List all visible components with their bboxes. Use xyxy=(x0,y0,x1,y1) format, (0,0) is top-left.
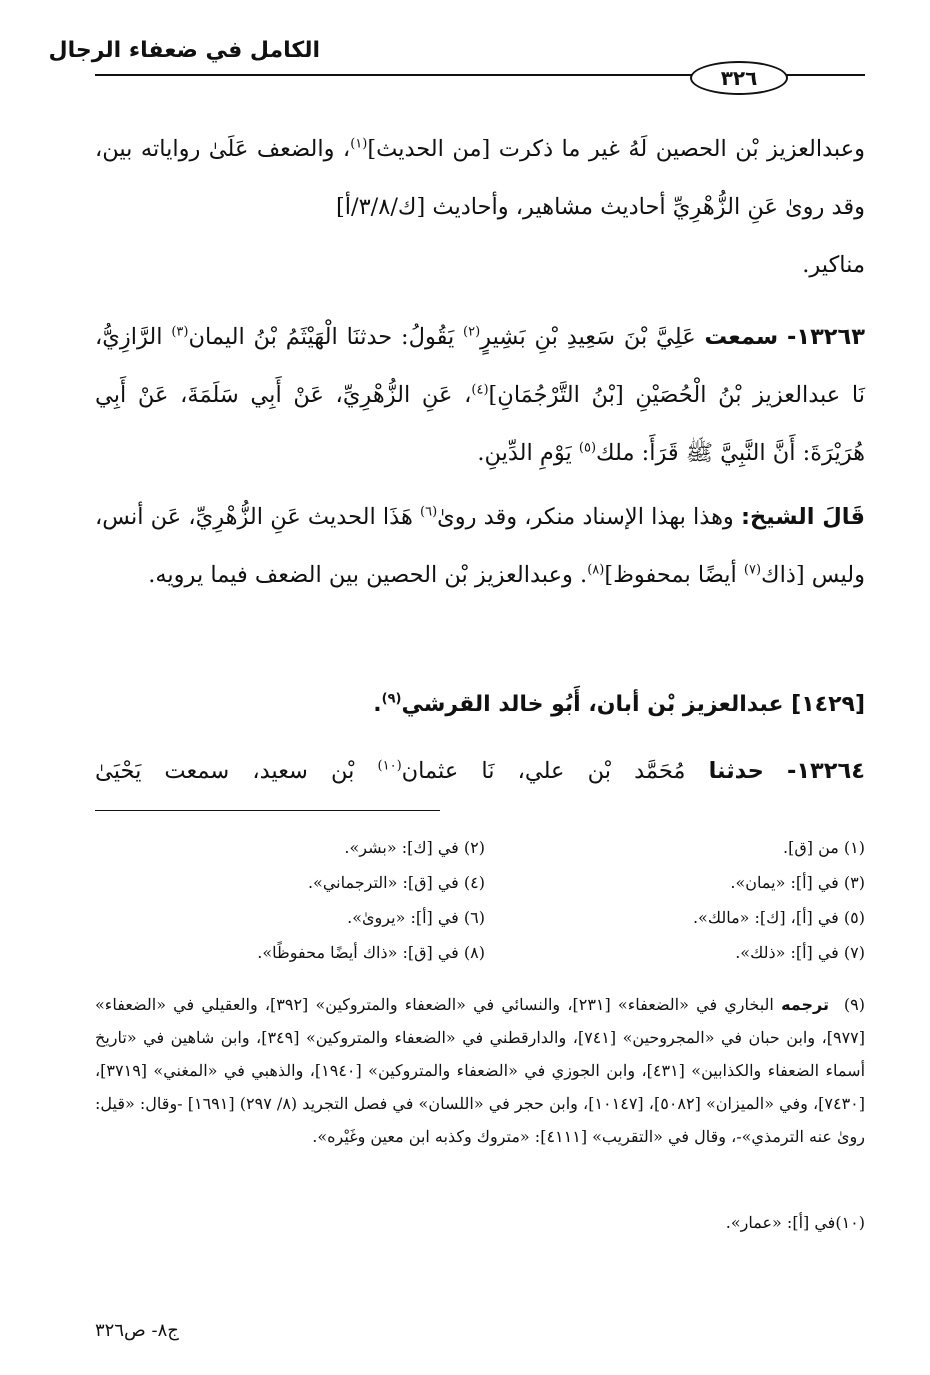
entry-heading-end: . xyxy=(373,692,382,717)
paragraph-4-text-a: مُحَمَّد بْن علي، نَا عثمان xyxy=(401,758,686,784)
footnote-3: (٣) في [أ]: «يمان». xyxy=(730,873,865,892)
paragraph-2-text-e: يَوْمِ الدِّينِ. xyxy=(477,440,572,466)
footnote-row xyxy=(180,900,865,935)
paragraph-4-text-b: بْن سعيد، سمعت يَحْيَىٰ xyxy=(95,758,355,784)
footnote-1: (١) من [ق]. xyxy=(783,838,865,857)
footnote-9 xyxy=(95,988,865,1153)
footnote-ref-4[interactable]: (٤) xyxy=(471,382,489,398)
footnote-9-lead: ترجمه xyxy=(781,995,829,1014)
footnote-6: (٦) في [أ]: «يروىٰ». xyxy=(347,908,485,927)
paragraph-3-lead: قَالَ الشيخ: xyxy=(740,504,865,530)
footnote-ref-5[interactable]: (٥) xyxy=(578,440,597,456)
footnote-row xyxy=(180,935,865,970)
footnote-8: (٨) في [ق]: «ذاك أيضًا محفوظًا». xyxy=(257,943,485,962)
paragraph-3-text-c: أيضًا بمحفوظ] xyxy=(604,562,737,588)
paragraph-2 xyxy=(95,308,865,482)
paragraph-1-text-c: مناكير. xyxy=(802,252,865,278)
hadith-number-13263: ١٣٢٦٣- xyxy=(787,324,866,350)
footnote-2: (٢) في [ك]: «بشر». xyxy=(344,838,485,857)
footnote-ref-9[interactable]: (٩) xyxy=(381,691,402,707)
footnote-row xyxy=(180,830,865,865)
footnote-5: (٥) في [أ]، [ك]: «مالك». xyxy=(692,908,865,927)
footnote-4: (٤) في [ق]: «الترجماني». xyxy=(307,873,485,892)
paragraph-1-text-a: وعبدالعزيز بْن الحصين لَهُ غير ما ذكرت [من الحديث] xyxy=(367,136,866,162)
paragraph-3 xyxy=(95,488,865,604)
paragraph-2-text-d: ، عَنِ الزُّهْرِيِّ، عَنْ أَبِي سَلَمَةَ، عَنْ أَبِي هُرَيْرَةَ: أَنَّ النَّبِيَّ ﷺ قَرَأَ: ملك xyxy=(95,382,865,466)
entry-heading-1429 xyxy=(95,692,865,717)
footnote-ref-6[interactable]: (٦) xyxy=(420,504,438,520)
paragraph-1 xyxy=(95,120,865,294)
footnote-ref-8[interactable]: (٨) xyxy=(587,562,605,578)
paragraph-1-text-b: ، والضعف عَلَىٰ رواياته بين، وقد روىٰ عَنِ الزُّهْرِيِّ أحاديث مشاهير، وأحاديث [ك/٣/٨/أ] xyxy=(95,136,865,220)
paragraph-3-text-b: هَذَا الحديث عَنِ الزُّهْرِيِّ، عَن أنس، وليس [ذاك xyxy=(95,504,865,588)
footnote-ref-2[interactable]: (٢) xyxy=(463,324,481,340)
footnote-ref-1[interactable]: (١) xyxy=(350,136,368,152)
paragraph-3-text-a: وهذا بهذا الإسناد منكر، وقد روىٰ xyxy=(437,504,734,530)
running-header-title: الكامل في ضعفاء الرجال xyxy=(48,38,320,63)
paragraph-2-lead: سمعت xyxy=(704,324,779,350)
footnote-9-number: (٩) xyxy=(843,995,865,1014)
paragraph-4 xyxy=(95,742,865,800)
footnote-row xyxy=(180,865,865,900)
paragraph-2-text-a: عَلِيَّ بْنَ سَعِيدِ بْنِ بَشِيرٍ xyxy=(480,324,696,350)
footnote-ref-7[interactable]: (٧) xyxy=(743,562,762,578)
page-number-badge: ٣٢٦ xyxy=(690,61,788,95)
volume-page-mark: ج٨- ص٣٢٦ xyxy=(95,1320,179,1341)
footnote-ref-3[interactable]: (٣) xyxy=(171,324,189,340)
paragraph-2-text-b: يَقُولُ: حدثنَا الْهَيْثَمُ بْنُ اليمان xyxy=(188,324,455,350)
footnote-9-text: البخاري في «الضعفاء» [٢٣١]، والنسائي في «الضعفاء والمتروكين» [٣٩٢]، والعقيلي في «الضعفاء» [٩٧٧]، وابن حبان في «المجروحين» [٧٤١]، والدارقطني في «الضعفاء والمتروكين» [٣٤٩]، وابن شاهين في «تاريخ أسماء الضعفاء والكذابين» [٤٣١]، وابن الجوزي في «الضعفاء والمتروكين» [١٩٤٠]، والذهبي في «المغني» [٣٧١٩]، [٧٤٣٠]، وفي «الميزان» [٥٠٨٢]، [١٠١٤٧]، وابن حجر في «اللسان» في فصل التجريد (٨/ ٢٩٧) [١٦٩١] -وقال: «قيل: روىٰ عنه الترمذي»-، وقال في «التقريب» [٤١١١]: «متروك وكذبه ابن معين وغَيْره». xyxy=(95,995,866,1146)
footnotes-short xyxy=(180,830,865,970)
paragraph-2-text-c: الرَّازِيُّ، نَا عبدالعزيز بْنُ الْحُصَيْنِ [بْنُ التَّرْجُمَانِ] xyxy=(95,324,865,408)
entry-heading-text: [١٤٢٩] عبدالعزيز بْن أبان، أَبُو خالد القرشي xyxy=(401,692,865,717)
footnote-7: (٧) في [أ]: «ذلك». xyxy=(735,943,865,962)
footnote-ref-10[interactable]: (١٠) xyxy=(377,758,402,774)
footnote-10: (١٠)في [أ]: «عمار». xyxy=(725,1213,865,1232)
hadith-number-13264: ١٣٢٦٤- xyxy=(786,758,865,784)
footnote-separator xyxy=(95,810,440,811)
paragraph-3-text-d: . وعبدالعزيز بْن الحصين بين الضعف فيما يرويه. xyxy=(148,562,588,588)
paragraph-4-lead: حدثنا xyxy=(708,758,764,784)
